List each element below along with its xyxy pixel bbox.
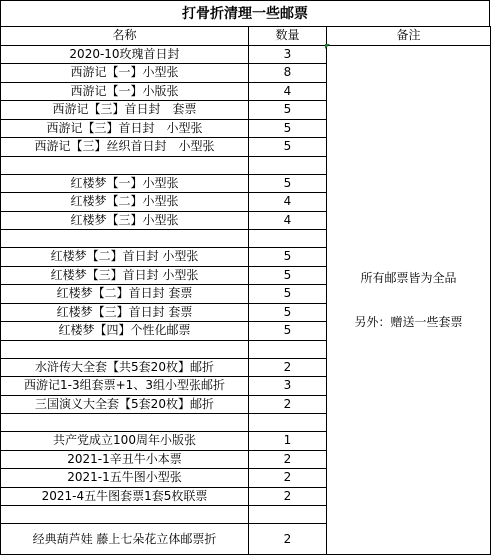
stamp-name-cell: 西游记【三】首日封 套票 [1,101,249,120]
table-row [1,45,491,64]
quantity-cell: 2 [249,395,327,414]
quantity-cell: 5 [249,119,327,138]
quantity-cell [249,506,327,524]
stamp-name-cell: 2021-1辛丑牛小本票 [1,450,249,469]
stamp-name-cell: 2020-10玫瑰首日封 [1,45,249,64]
quantity-cell: 2 [249,358,327,377]
stamp-name-cell: 西游记【一】小型张 [1,64,249,83]
quantity-cell [249,340,327,358]
stamp-name-cell: 共产党成立100周年小版张 [1,432,249,451]
stamp-name-cell: 红楼梦【二】小型张 [1,193,249,212]
stamp-name-cell: 红楼梦【三】小型张 [1,211,249,230]
quantity-cell: 5 [249,285,327,304]
stamp-name-cell: 西游记【一】小版张 [1,82,249,101]
stamp-name-cell [1,230,249,248]
stamp-name-cell: 2021-1五牛图小型张 [1,469,249,488]
quantity-cell [249,156,327,174]
quantity-cell: 3 [249,45,327,64]
stamp-table-body [1,27,491,555]
quantity-cell: 8 [249,64,327,83]
quantity-cell: 5 [249,138,327,157]
quantity-cell [249,230,327,248]
sheet-title: 打骨折清理一些邮票 [0,0,490,26]
stamp-name-cell: 西游记【三】丝织首日封 小型张 [1,138,249,157]
stamp-name-cell: 红楼梦【三】首日封 套票 [1,303,249,322]
quantity-cell: 5 [249,248,327,267]
quantity-cell: 3 [249,377,327,396]
stamp-table [0,26,491,555]
stamp-name-cell [1,156,249,174]
stamp-name-cell: 西游记【三】首日封 小型张 [1,119,249,138]
stamp-name-cell [1,414,249,432]
quantity-cell: 2 [249,469,327,488]
quantity-cell: 5 [249,101,327,120]
header-remark: 备注 [327,27,491,46]
stamp-name-cell: 红楼梦【一】小型张 [1,174,249,193]
remark-cell [327,45,491,555]
quantity-cell: 5 [249,322,327,341]
header-qty: 数量 [249,27,327,46]
cell-comment-marker [325,44,330,49]
stamp-name-cell: 2021-4五牛图套票1套5枚联票 [1,487,249,506]
remark-spacer [327,287,490,313]
header-row [1,27,491,46]
quantity-cell: 4 [249,193,327,212]
header-name: 名称 [1,27,249,46]
stamp-name-cell: 红楼梦【四】个性化邮票 [1,322,249,341]
stamp-name-cell: 西游记1-3组套票+1、3组小型张邮折 [1,377,249,396]
quantity-cell: 2 [249,450,327,469]
quantity-cell: 5 [249,266,327,285]
stamp-name-cell: 经典葫芦娃 藤上七朵花立体邮票折 [1,524,249,555]
remark-line-full-quality: 所有邮票皆为全品 [360,270,457,285]
stamp-name-cell: 红楼梦【二】首日封 小型张 [1,248,249,267]
quantity-cell: 1 [249,432,327,451]
stamp-name-cell [1,340,249,358]
quantity-cell: 4 [249,82,327,101]
remark-line-gift: 另外：赠送一些套票 [354,314,463,329]
quantity-cell: 2 [249,524,327,555]
stamp-name-cell [1,506,249,524]
stamp-name-cell: 红楼梦【二】首日封 套票 [1,285,249,304]
stamp-name-cell: 红楼梦【三】首日封 小型张 [1,266,249,285]
quantity-cell [249,414,327,432]
quantity-cell: 2 [249,487,327,506]
stamp-name-cell: 三国演义大全套【5套20枚】邮折 [1,395,249,414]
stamp-name-cell: 水浒传大全套【共5套20枚】邮折 [1,358,249,377]
quantity-cell: 4 [249,211,327,230]
quantity-cell: 5 [249,303,327,322]
quantity-cell: 5 [249,174,327,193]
